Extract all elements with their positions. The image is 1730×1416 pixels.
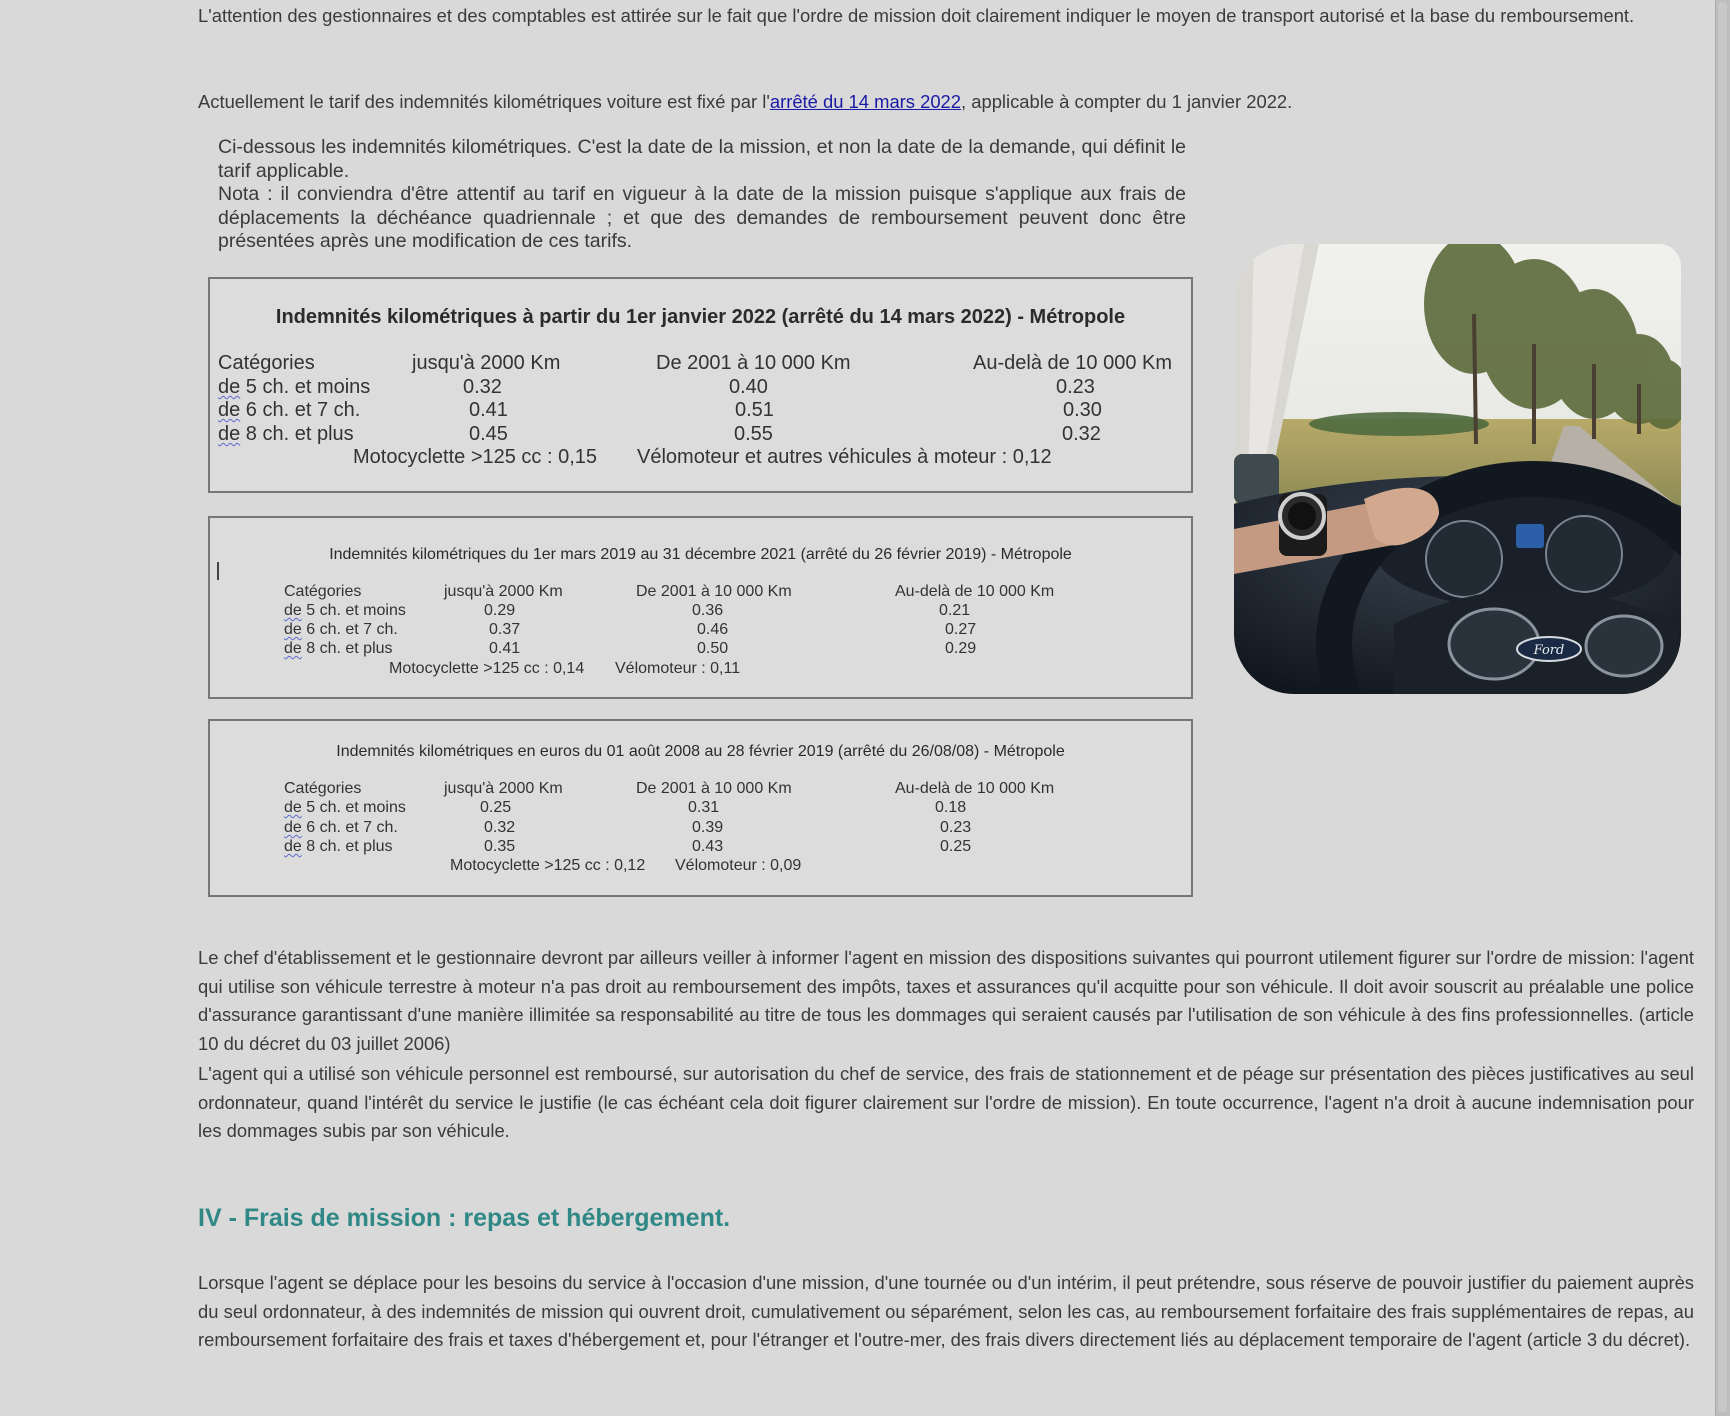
table-cell: 0.29 xyxy=(484,602,516,619)
note-line-2: Nota : il conviendra d'être attentif au tarif en vigueur à la date de la mission puisque s'applique aux frais de déplacements la déchéance quadriennale ; et que des demandes de remboursement peuvent donc être présentées après une modification de ces tarifs. xyxy=(218,183,1186,252)
rates-table-2008 xyxy=(208,719,1193,897)
car-driving-photo xyxy=(1234,244,1681,694)
table-cell: 0.30 xyxy=(1063,399,1102,421)
row-label: de 8 ch. et plus xyxy=(218,423,354,445)
obligations-paragraph: Le chef d'établissement et le gestionnaire devront par ailleurs veiller à informer l'agent en mission des dispositions suivantes qui pourront utilement figurer sur l'ordre de mission: l'agent qui utilise son véhicule terrestre à moteur n'a pas droit au remboursement des impôts, taxes et assurances qu'il acquitte pour son véhicule. Il doit avoir souscrit au préalable une police d'assurance garantissant d'une manière illimitée sa responsabilité au titre de tous les dommages qui seraient causés par l'utilisation de son véhicule à des fins professionnelles. (article 10 du décret du 03 juillet 2006) xyxy=(198,947,1694,1054)
tariff-text-before: Actuellement le tarif des indemnités kilométriques voiture est fixé par l' xyxy=(198,91,770,112)
header-over-10000: Au-delà de 10 000 Km xyxy=(973,352,1173,374)
ford-logo: Ford xyxy=(1533,643,1565,658)
row-label: de 6 ch. et 7 ch. xyxy=(218,399,361,421)
header-up-to-2000: jusqu'à 2000 Km xyxy=(444,583,563,600)
scrollbar-thumb[interactable] xyxy=(1718,2,1727,1412)
row-label: de 6 ch. et 7 ch. xyxy=(284,621,398,638)
header-2001-10000: De 2001 à 10 000 Km xyxy=(656,352,851,374)
table-cell: 0.50 xyxy=(697,640,729,657)
row-label: de 5 ch. et moins xyxy=(218,376,371,398)
header-categories: Catégories xyxy=(284,583,362,600)
parking-paragraph: L'agent qui a utilisé son véhicule personnel est remboursé, sur autorisation du chef de service, des frais de stationnement et de péage sur présentation des pièces justificatives au seul ordonnateur, quand l'intérêt du service le justifie (le cas échéant cela doit figurer clairement sur l'ordre de mission). En toute occurrence, l'agent n'a droit à aucune indemnisation pour les dommages subis par son véhicule. xyxy=(198,1063,1694,1141)
table-cell: 0.51 xyxy=(735,399,774,421)
table-cell: 0.55 xyxy=(734,423,773,445)
moped-rate: Vélomoteur et autres véhicules à moteur : 0,12 xyxy=(637,446,1052,468)
rates-table-2019 xyxy=(208,516,1193,699)
table-cell: 0.32 xyxy=(484,819,516,836)
header-over-10000: Au-delà de 10 000 Km xyxy=(895,583,1055,600)
row-label: de 8 ch. et plus xyxy=(284,640,393,657)
header-2001-10000: De 2001 à 10 000 Km xyxy=(636,583,792,600)
table-cell: 0.46 xyxy=(697,621,729,638)
table-cell: 0.23 xyxy=(940,819,972,836)
rates-table-2022 xyxy=(208,277,1193,493)
motorcycle-rate: Motocyclette >125 cc : 0,15 xyxy=(353,446,598,468)
table-cell: 0.41 xyxy=(489,640,521,657)
header-categories: Catégories xyxy=(218,352,315,374)
vertical-scrollbar[interactable] xyxy=(1715,0,1730,1416)
table-cell: 0.43 xyxy=(692,838,724,855)
moped-rate: Vélomoteur : 0,11 xyxy=(615,660,741,677)
row-label: de 8 ch. et plus xyxy=(284,838,393,855)
text-cursor xyxy=(217,562,219,580)
tariff-text-after: , applicable à compter du 1 janvier 2022. xyxy=(961,91,1293,112)
table-cell: 0.39 xyxy=(692,819,724,836)
table-cell: 0.27 xyxy=(945,621,977,638)
table-2019-title: Indemnités kilométriques du 1er mars 2019 au 31 décembre 2021 (arrêté du 26 février 2019) - Métropole xyxy=(329,546,1072,563)
table-2008-title: Indemnités kilométriques en euros du 01 août 2008 au 28 février 2019 (arrêté du 26/08/08) - Métropole xyxy=(336,743,1065,760)
motorcycle-rate: Motocyclette >125 cc : 0,12 xyxy=(450,857,646,874)
table-cell: 0.21 xyxy=(939,602,971,619)
table-cell: 0.29 xyxy=(945,640,977,657)
header-up-to-2000: jusqu'à 2000 Km xyxy=(412,352,561,374)
table-cell: 0.18 xyxy=(935,799,967,816)
table-cell: 0.35 xyxy=(484,838,516,855)
table-cell: 0.40 xyxy=(729,376,768,398)
table-2022-title: Indemnités kilométriques à partir du 1er janvier 2022 (arrêté du 14 mars 2022) - Métropole xyxy=(275,306,1126,328)
row-label: de 5 ch. et moins xyxy=(284,799,406,816)
header-2001-10000: De 2001 à 10 000 Km xyxy=(636,780,792,797)
note-line-1: Ci-dessous les indemnités kilométriques. C'est la date de la mission, et non la date de la demande, qui définit le tarif applicable. xyxy=(218,136,1186,182)
motorcycle-rate: Motocyclette >125 cc : 0,14 xyxy=(389,660,585,677)
table-cell: 0.41 xyxy=(469,399,508,421)
table-cell: 0.32 xyxy=(1062,423,1101,445)
table-cell: 0.32 xyxy=(463,376,502,398)
mission-expenses-paragraph: Lorsque l'agent se déplace pour les besoins du service à l'occasion d'une mission, d'une tournée ou d'un intérim, il peut prétendre, sous réserve de pouvoir justifier du paiement auprès du seul ordonnateur, à des indemnités de mission qui ouvrent droit, cumulativement ou séparément, selon les cas, au remboursement forfaitaire des frais supplémentaires de repas, au remboursement forfaitaire des frais et taxes d'hébergement et, pour l'étranger et l'outre-mer, des frais divers directement liés au déplacement temporaire de l'agent (article 3 du décret). xyxy=(198,1272,1694,1350)
note-block xyxy=(218,136,1186,254)
arrete-link[interactable]: arrêté du 14 mars 2022 xyxy=(769,91,962,112)
moped-rate: Vélomoteur : 0,09 xyxy=(675,857,802,874)
section-heading: IV - Frais de mission : repas et hébergement. xyxy=(198,1204,731,1232)
header-categories: Catégories xyxy=(284,780,362,797)
table-cell: 0.31 xyxy=(688,799,720,816)
row-label: de 6 ch. et 7 ch. xyxy=(284,819,398,836)
row-label: de 5 ch. et moins xyxy=(284,602,406,619)
intro-paragraph: L'attention des gestionnaires et des comptables est attirée sur le fait que l'ordre de mission doit clairement indiquer le moyen de transport autorisé et la base du remboursement. xyxy=(198,5,1635,26)
table-cell: 0.36 xyxy=(692,602,724,619)
header-over-10000: Au-delà de 10 000 Km xyxy=(895,780,1055,797)
table-cell: 0.37 xyxy=(489,621,521,638)
table-cell: 0.45 xyxy=(469,423,508,445)
table-cell: 0.25 xyxy=(480,799,512,816)
header-up-to-2000: jusqu'à 2000 Km xyxy=(444,780,563,797)
table-cell: 0.25 xyxy=(940,838,972,855)
table-cell: 0.23 xyxy=(1056,376,1095,398)
tariff-paragraph xyxy=(198,88,1694,117)
